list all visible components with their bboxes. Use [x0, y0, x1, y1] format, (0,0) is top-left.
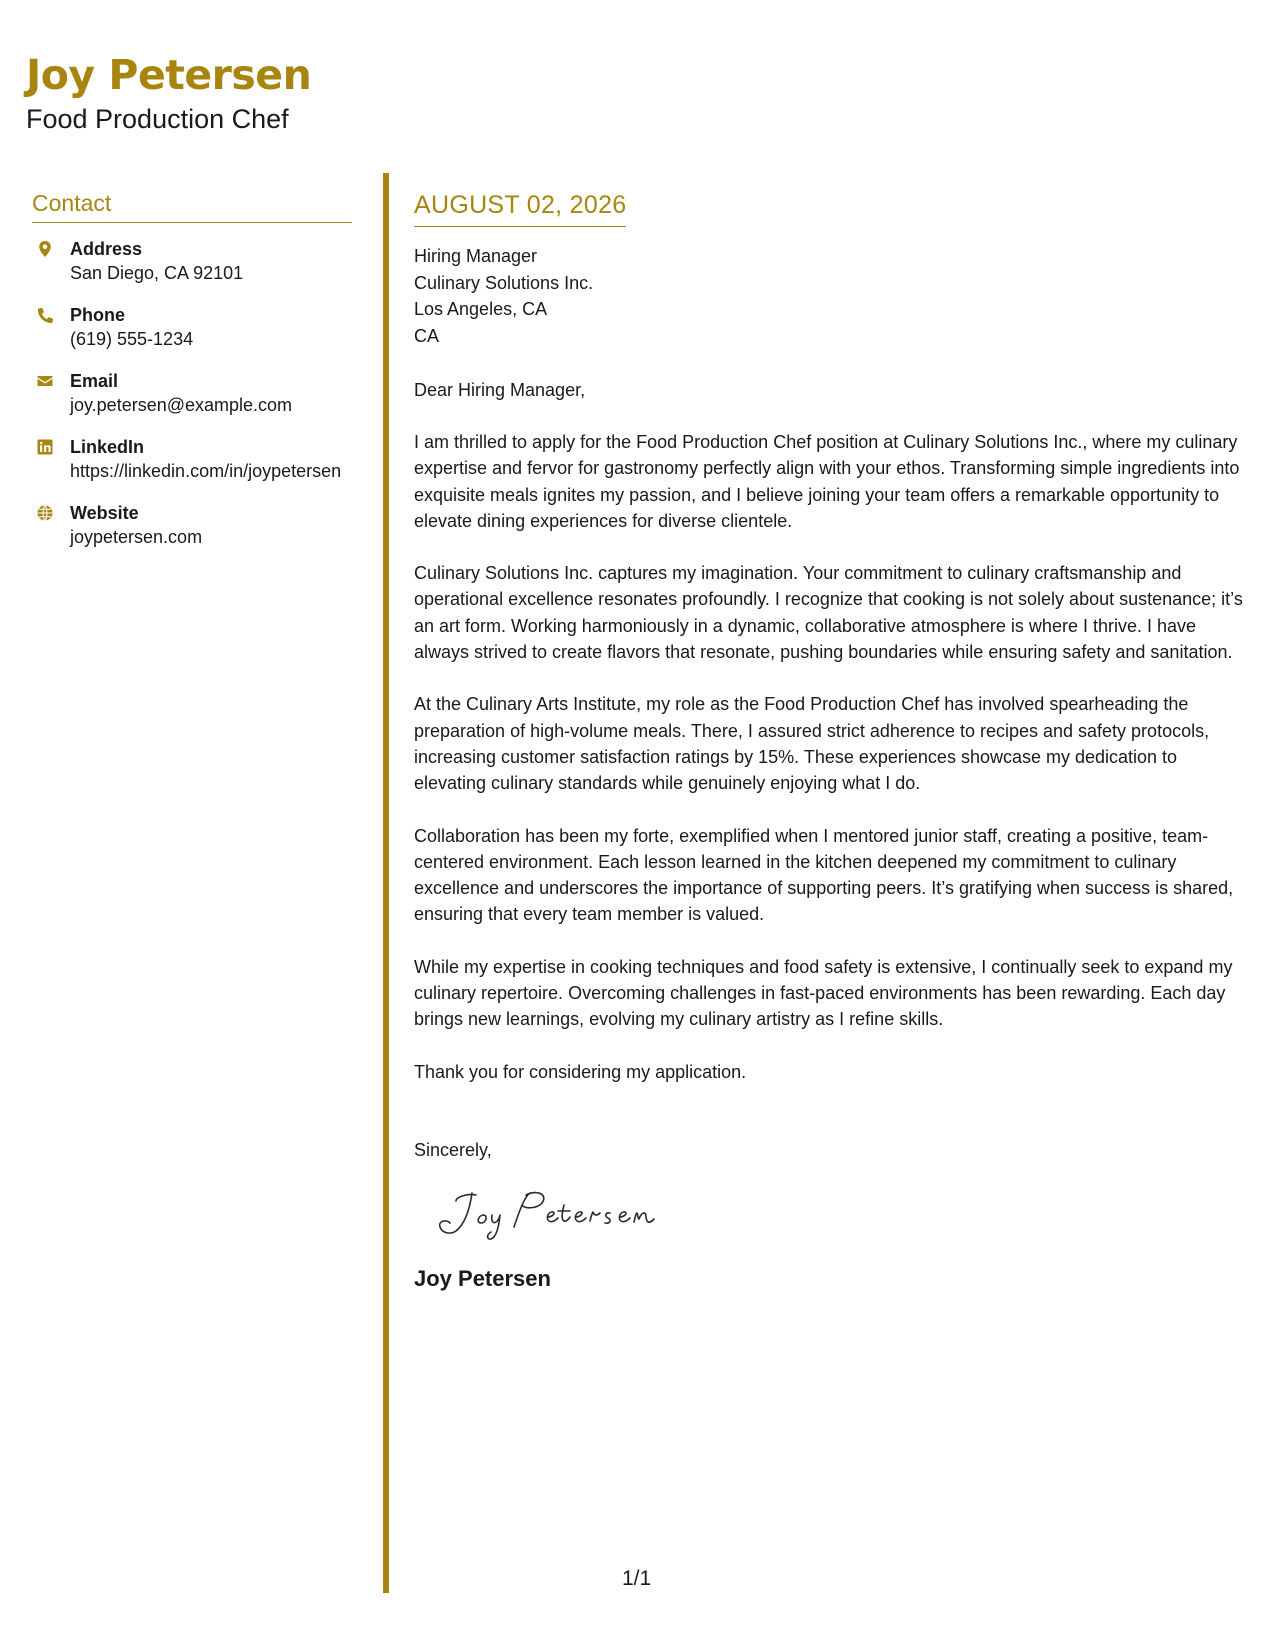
letter-body	[414, 188, 1244, 1294]
handwritten-signature	[438, 1177, 678, 1247]
job-title: Food Production Chef	[26, 104, 289, 134]
paragraph-1: I am thrilled to apply for the Food Production Chef position at Culinary Solutions Inc., where my culinary expertise and fervor for gastronomy perfectly align with your ethos. Transforming simple ingredients into exquisite meals ignites my passion, and I believe joining your team offers a remarkable opportunity to elevate dining experiences for diverse clientele.	[414, 432, 1240, 531]
contact-address	[32, 237, 352, 286]
vertical-divider	[383, 173, 389, 1593]
paragraph-3: At the Culinary Arts Institute, my role as the Food Production Chef has involved spearheading the preparation of high-volume meals. There, I assured strict adherence to recipes and safety protocols, increasing customer satisfaction ratings by 15%. These experiences showcase my dedication to elevating culinary standards while genuinely enjoying what I do.	[414, 694, 1210, 794]
recipient-state: CA	[414, 325, 440, 346]
phone-label: Phone	[70, 305, 126, 325]
envelope-icon	[36, 372, 54, 390]
contact-email	[32, 369, 352, 418]
contact-sidebar	[32, 188, 352, 567]
page-number: 1/1	[622, 1567, 652, 1590]
header	[26, 50, 311, 136]
letter-date: AUGUST 02, 2026	[414, 188, 626, 227]
signer-name: Joy Petersen	[414, 1265, 551, 1291]
linkedin-label: LinkedIn	[70, 437, 145, 457]
globe-icon	[36, 504, 54, 522]
linkedin-icon	[36, 438, 54, 456]
paragraph-2: Culinary Solutions Inc. captures my imagination. Your commitment to culinary craftsmanship and operational excellence resonates profoundly. I recognize that cooking is not solely about sustenance; it’s an art form. Working harmoniously in a dynamic, collaborative atmosphere is where I thrive. I have always strived to create flavors that resonate, pushing boundaries while ensuring safety and sanitation.	[414, 563, 1243, 663]
phone-icon	[36, 306, 54, 324]
recipient-city: Los Angeles, CA	[414, 299, 548, 319]
map-pin-icon	[36, 240, 54, 258]
website-value[interactable]: joypetersen.com	[70, 527, 203, 547]
recipient-company: Culinary Solutions Inc.	[414, 272, 594, 293]
salutation: Dear Hiring Manager,	[414, 380, 586, 400]
website-label: Website	[70, 503, 139, 523]
applicant-name: Joy Petersen	[26, 51, 312, 99]
contact-phone	[32, 303, 352, 352]
email-label: Email	[70, 371, 119, 391]
contact-heading: Contact	[32, 188, 352, 223]
address-value: San Diego, CA 92101	[70, 263, 244, 283]
paragraph-4: Collaboration has been my forte, exemplified when I mentored junior staff, creating a positive, team-centered environment. Each lesson learned in the kitchen deepened my commitment to culinary excellence and underscores the importance of supporting peers. It’s gratifying when success is shared, ensuring that every team member is valued.	[414, 825, 1234, 925]
contact-website	[32, 501, 352, 550]
email-value: joy.petersen@example.com	[70, 395, 293, 415]
linkedin-value[interactable]: https://linkedin.com/in/joypetersen	[70, 461, 342, 481]
recipient-block	[414, 243, 1244, 349]
contact-linkedin	[32, 435, 352, 484]
thank-you-line: Thank you for considering my application.	[414, 1061, 747, 1082]
paragraph-5: While my expertise in cooking techniques and food safety is extensive, I continually seek to expand my culinary repertoire. Overcoming challenges in fast-paced environments has been rewarding. Each day brings new learnings, evolving my culinary artistry as I refine skills.	[414, 956, 1233, 1030]
signature-text: Joy Petersen	[438, 1176, 444, 1178]
closing: Sincerely,	[414, 1139, 492, 1160]
address-label: Address	[70, 239, 143, 259]
phone-value: (619) 555-1234	[70, 329, 194, 349]
recipient-name: Hiring Manager	[414, 246, 538, 266]
